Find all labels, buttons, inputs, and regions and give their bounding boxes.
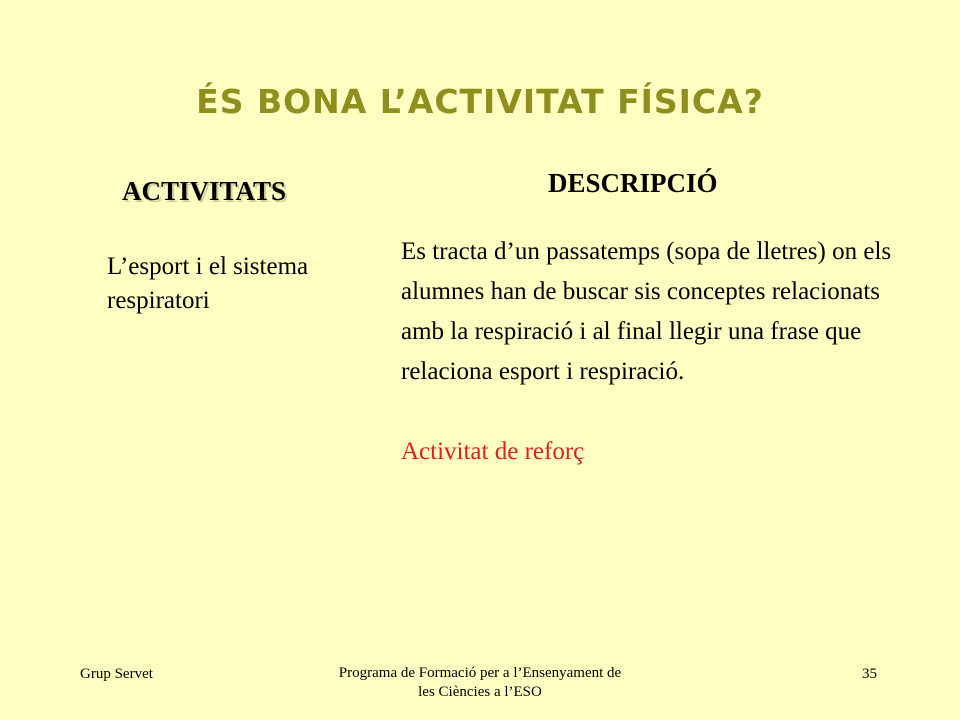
page-number: 35 bbox=[862, 666, 877, 682]
footer-program-title: Programa de Formació per a l’Ensenyament de les Ciències a l’ESO bbox=[338, 665, 622, 700]
activity-name: L’esport i el sistema respiratori bbox=[107, 253, 309, 314]
activity-type-label: Activitat de reforç bbox=[401, 438, 585, 465]
footer-organization: Grup Servet bbox=[80, 666, 153, 682]
slide-title: ÉS BONA L’ACTIVITAT FÍSICA? bbox=[196, 82, 764, 121]
description-column-heading: DESCRIPCIÓ bbox=[548, 168, 718, 198]
activity-description: Es tracta d’un passatemps (sopa de lletres) on els alumnes han de buscar sis conceptes relacionats amb la respiració i al final llegir una frase que relaciona esport i respiració. bbox=[401, 238, 892, 385]
activities-column-heading: ACTIVITATS bbox=[122, 176, 287, 206]
